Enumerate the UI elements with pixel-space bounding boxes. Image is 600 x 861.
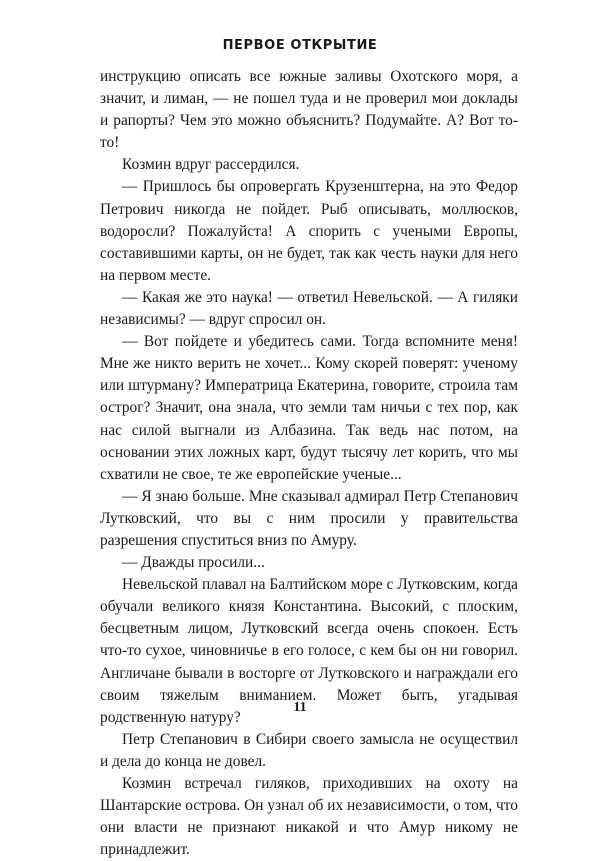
paragraph: — Вот пойдете и убедитесь сами. Тогда вспомните меня! Мне же никто верить не хочет... Кому скорей поверят: ученому или штурману? Императрица Екатерина, говорите, строила там острог? Значит, она знала, что земли там ничьи с тех пор, как нас силой выгнали из Албазина. Так ведь нас потом, на основании этих ложных карт, будут тысячу лет корить, что мы схватили не свое, те же европейские ученые... xyxy=(100,333,518,483)
paragraph: — Какая же это наука! — ответил Невельской. — А гиляки независимы? — вдруг спросил он. xyxy=(100,288,518,329)
paragraph: Козмин встречал гиляков, приходивших на охоту на Шантарские острова. Он узнал об их независимости, о том, что они власти не признают никакой и что Амур никому не принадлежит. xyxy=(100,775,518,859)
paragraph: Козмин вдруг рассердился. xyxy=(122,156,300,174)
paragraph: Петр Степанович в Сибири своего замысла не осуществил и дела до конца не довел. xyxy=(100,730,518,770)
paragraph: — Пришлось бы опровергать Крузенштерна, на это Федор Петрович никогда не пойдет. Рыб описывать, моллюсков, водоросли? Пожалуйста! А спорить с учеными Европы, составившими карты, он не будет, так как честь науки для него на первом месте. xyxy=(100,178,518,284)
paragraph: — Дважды просили... xyxy=(122,554,265,572)
running-head: ПЕРВОЕ ОТКРЫТИЕ xyxy=(222,38,378,53)
body-text xyxy=(100,66,518,861)
paragraph: — Я знаю больше. Мне сказывал адмирал Петр Степанович Лутковский, что вы с ним просили у правительства разрешения спуститься вниз по Амуру. xyxy=(100,487,518,549)
page-number: 11 xyxy=(293,700,307,715)
paragraph: Невельской плавал на Балтийском море с Лутковским, когда обучали великого князя Константина. Высокий, с плоским, бесцветным лицом, Лутковский всегда очень спокоен. Есть что-то сухое, чиновничье в его голосе, с кем бы он ни говорил. Англичане бывали в восторге от Лутковского и награждали его своим тяжелым вниманием. Может быть, угадывая родственную натуру? xyxy=(100,576,518,726)
paragraph-continued: инструкцию описать все южные заливы Охотского моря, а значит, и лиман, — не пошел туда и не проверил мои доклады и рапорты? Чем это можно объяснить? Подумайте. А? Вот то-то! xyxy=(100,68,518,152)
